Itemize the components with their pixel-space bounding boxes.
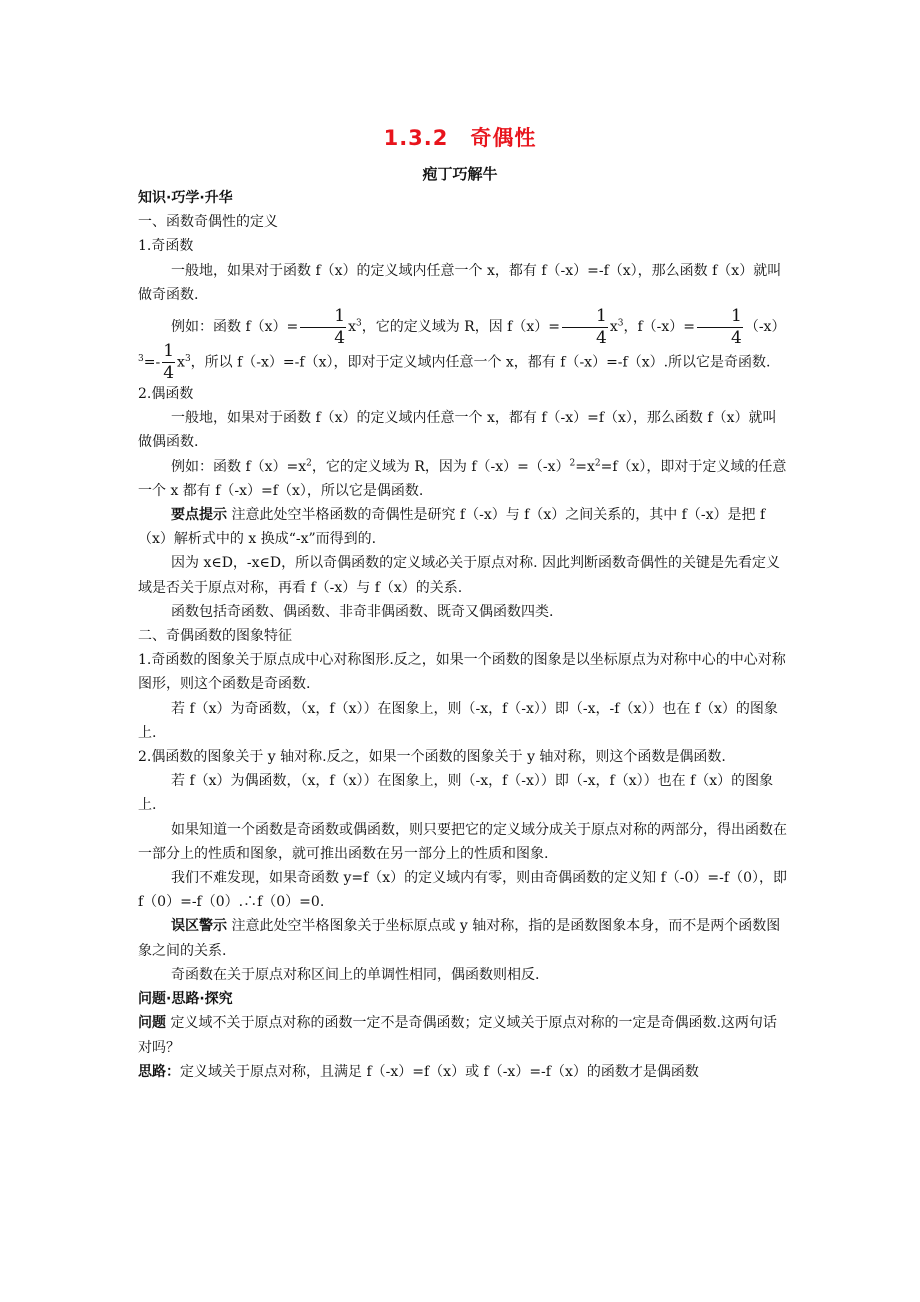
monotonicity: 奇函数在关于原点对称区间上的单调性相同，偶函数则相反. xyxy=(171,966,540,983)
even-graph-example: 若 f（x）为偶函数，（x，f（x））在图象上，则（-x，f（-x））即（-x，f（x））也在 f（x）的图象上. xyxy=(138,773,774,814)
half-domain: 如果知道一个函数是奇函数或偶函数，则只要把它的定义域分成关于原点对称的两部分，得出函数在一部分上的性质和图象，就可推出函数在另一部分上的性质和图象. xyxy=(138,821,787,862)
document-body xyxy=(138,186,788,1084)
function-types: 函数包括奇函数、偶函数、非奇非偶函数、既奇又偶函数四类. xyxy=(171,603,554,620)
approach: 思路：定义域关于原点对称，且满足 f（-x）=f（x）或 f（-x）=-f（x）的函数才是偶函数 xyxy=(138,1063,699,1080)
fraction: $\frac{1}{4}$ xyxy=(697,308,743,347)
heading-graph-features: 二、奇偶函数的图象特征 xyxy=(138,628,292,645)
odd-example: 例如：函数 f（x）= $\frac{1}{4}$ $x^3$，它的定义域为 R，因 f（x）= $\frac{1}{4}$ $x^3$，f（-x）= $\frac{1}{4}$ （-x） xyxy=(171,305,786,348)
heading-definition: 一、函数奇偶性的定义 xyxy=(138,214,278,231)
heading-even-function: 2.偶函数 xyxy=(138,386,194,403)
odd-example-cont: $^3$=- $\frac{1}{4}$ $x^3$，所以 f（-x）=-f（x），即对于定义域内任意一个 x，都有 f（-x）=-f（x）.所以它是奇函数. xyxy=(138,341,771,384)
misconception-warning: 误区警示 注意此处空半格图象关于坐标原点或 y 轴对称，指的是函数图象本身，而不是两个函数图象之间的关系. xyxy=(138,918,781,959)
key-point: 要点提示 注意此处空半格函数的奇偶性是研究 f（-x）与 f（x）之间关系的，其中 f（-x）是把 f（x）解析式中的 x 换成“-x”而得到的. xyxy=(138,507,766,548)
page-title: 1.3.2 奇偶性 xyxy=(383,126,537,150)
fraction: $\frac{1}{4}$ xyxy=(300,308,346,347)
question: 问题 定义域不关于原点对称的函数一定不是奇偶函数；定义域关于原点对称的一定是奇偶函数.这两句话对吗？ xyxy=(138,1015,777,1056)
domain-symmetry: 因为 x∈D，-x∈D，所以奇偶函数的定义域必关于原点对称. 因此判断函数奇偶性的关键是先看定义域是否关于原点对称，再看 f（-x）与 f（x）的关系. xyxy=(138,555,781,596)
even-graph: 2.偶函数的图象关于 y 轴对称.反之，如果一个函数的图象关于 y 轴对称，则这个函数是偶函数. xyxy=(138,749,726,766)
page-subtitle: 疱丁巧解牛 xyxy=(422,165,498,183)
odd-graph-example: 若 f（x）为奇函数，（x，f（x））在图象上，则（-x，f（-x））即（-x，-f（x））也在 f（x）的图象上. xyxy=(138,700,778,741)
zero-in-domain: 我们不难发现，如果奇函数 y=f（x）的定义域内有零，则由奇偶函数的定义知 f（-0）=-f（0），即 f（0）=-f（0）.∴f（0）=0. xyxy=(138,870,787,911)
fraction: $\frac{1}{4}$ xyxy=(163,341,175,384)
section-heading-question: 问题·思路·探究 xyxy=(138,991,233,1008)
even-definition: 一般地，如果对于函数 f（x）的定义域内任意一个 x，都有 f（-x）=f（x），那么函数 f（x）就叫做偶函数. xyxy=(138,410,777,451)
odd-graph: 1.奇函数的图象关于原点成中心对称图形.反之，如果一个函数的图象是以坐标原点为对称中心的中心对称图形，则这个函数是奇函数. xyxy=(138,652,786,693)
even-example: 例如：函数 $f(x)=x^2$，它的定义域为 R，因为 $f(-x)=(-x)^2=x^2=f(x)$，即对于定义域的任意一个 x 都有 f（-x）=f（x），所以它是偶函数. xyxy=(138,457,787,499)
fraction: $\frac{1}{4}$ xyxy=(562,308,608,347)
heading-odd-function: 1.奇函数 xyxy=(138,238,194,255)
odd-definition: 一般地，如果对于函数 f（x）的定义域内任意一个 x，都有 f（-x）=-f（x），那么函数 f（x）就叫做奇函数. xyxy=(138,262,782,303)
section-heading-knowledge: 知识·巧学·升华 xyxy=(138,190,233,206)
